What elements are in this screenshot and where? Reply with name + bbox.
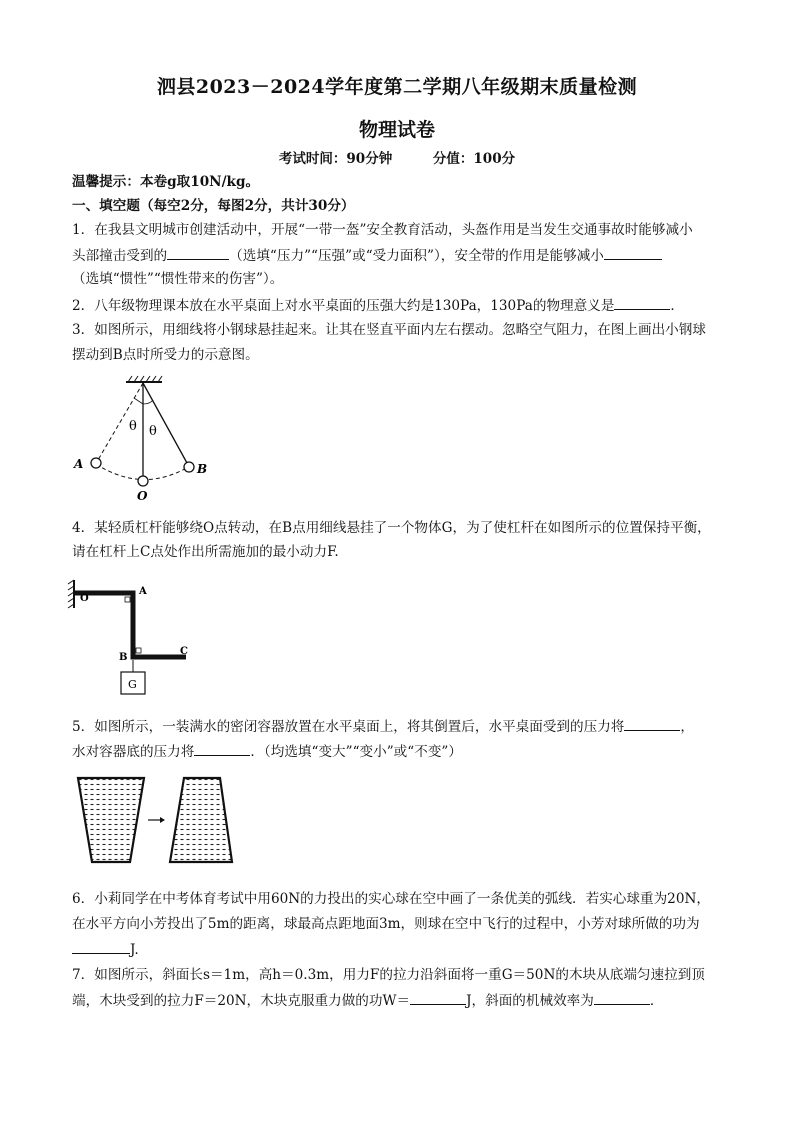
label-o: O	[137, 489, 148, 503]
q5-line2	[72, 741, 732, 762]
exam-score: 分值：100分	[432, 151, 516, 167]
string-right	[143, 383, 187, 463]
q5-text-b: ，	[680, 719, 694, 735]
q5-text-a: 5．如图所示，一装满水的密闭容器放置在水平桌面上，将其倒置后，水平桌面受到的压力将	[72, 719, 625, 735]
q1-blank-1[interactable]	[167, 245, 229, 260]
label-g: G	[128, 678, 137, 691]
q5-line1	[72, 716, 732, 737]
section-heading: 一、填空题（每空2分，每图2分，共计30分）	[72, 198, 355, 214]
lever-figure	[66, 574, 206, 704]
exam-title: 泗县2023－2024学年度第二学期八年级期末质量检测	[156, 76, 638, 98]
q5-text-c: 水对容器底的压力将	[72, 744, 195, 760]
angle-arc-left	[134, 398, 143, 404]
q1-text-b: （选填“压力”“压强”或“受力面积”），安全带的作用是能够减小	[229, 248, 604, 264]
q2-text-b: ．	[670, 298, 685, 314]
ball-a	[91, 458, 101, 468]
ball-b	[184, 462, 194, 472]
q6-blank[interactable]	[72, 939, 130, 954]
angle-arc-right	[143, 400, 153, 404]
q1-line1: 1．在我县文明城市创建活动中，开展“一带一盔”安全教育活动，头盔作用是当发生交通事故时能够减小	[72, 222, 693, 238]
label-a: A	[139, 586, 147, 597]
right-angle-a	[125, 597, 130, 602]
q1-line3: （选填“惯性”“惯性带来的伤害”）。	[72, 271, 284, 287]
q7-line2	[72, 990, 732, 1011]
q4-line2: 请在杠杆上C点处作出所需施加的最小动力F.	[72, 544, 339, 560]
q5-blank-1[interactable]	[624, 716, 680, 731]
q4-line1: 4．某轻质杠杆能够绕O点转动，在B点用细线悬挂了一个物体G，为了使杠杆在如图所示的位置保持平衡，	[72, 520, 711, 536]
q5-blank-2[interactable]	[194, 741, 250, 756]
exam-time: 考试时间：90分钟	[278, 151, 393, 167]
q3-line1: 3．如图所示，用细线将小钢球悬挂起来。让其在竖直平面内左右摆动。忽略空气阻力，在图上画出小钢球	[72, 322, 706, 338]
ball-o	[138, 476, 148, 486]
q1-blank-2[interactable]	[604, 245, 662, 260]
container-inverted	[170, 778, 232, 862]
q7-blank-1[interactable]	[410, 990, 466, 1005]
label-b: B	[119, 652, 128, 663]
q6-line1: 6．小莉同学在中考体育考试中用60N的力投出的实心球在空中画了一条优美的弧线．若实心球重为20N，	[72, 891, 710, 907]
q7-text-c: ．	[649, 993, 664, 1009]
q1-text-a: 头部撞击受到的	[72, 248, 168, 264]
exam-subtitle: 物理试卷	[358, 119, 435, 141]
label-b: B	[197, 462, 208, 476]
right-angle-b	[136, 648, 141, 653]
label-a: A	[74, 457, 84, 471]
q5-text-d: ．（均选填“变大”“变小”或“不变”）	[250, 744, 462, 760]
q6-text: J.	[130, 942, 139, 958]
q6-line3	[72, 939, 732, 960]
label-o: O	[80, 593, 89, 604]
q6-line2: 在水平方向小芳投出了5m的距离，球最高点距地面3m，则球在空中飞行的过程中，小芳对球所做的功为	[72, 916, 700, 932]
container-upright	[78, 778, 144, 862]
q7-blank-2[interactable]	[594, 990, 650, 1005]
lever-bar	[74, 593, 186, 657]
label-c: C	[180, 646, 188, 657]
q7-text-a: 端，木块受到的拉力F＝20N，木块克服重力做的功W＝	[72, 993, 411, 1009]
pendulum-figure	[66, 374, 226, 504]
arrow-head	[160, 817, 165, 823]
container-figure	[72, 772, 272, 872]
q2-blank[interactable]	[614, 295, 670, 310]
q2-text-a: 2．八年级物理课本放在水平桌面上对水平桌面的压强大约是130Pa，130Pa的物理意义是	[72, 298, 615, 314]
q2-line1	[72, 295, 732, 316]
theta-right: θ	[149, 424, 157, 439]
q3-line2: 摆动到B点时所受力的示意图。	[72, 347, 259, 363]
exam-meta	[0, 147, 794, 167]
tip: 温馨提示：本卷g取10N/kg。	[72, 174, 260, 190]
q7-line1: 7．如图所示，斜面长s＝1m，高h＝0.3m，用力F的拉力沿斜面将一重G＝50N的木块从底端匀速拉到顶	[72, 967, 705, 983]
theta-left: θ	[129, 419, 137, 434]
q1-line2	[72, 245, 732, 266]
q7-text-b: J，斜面的机械效率为	[466, 993, 594, 1009]
